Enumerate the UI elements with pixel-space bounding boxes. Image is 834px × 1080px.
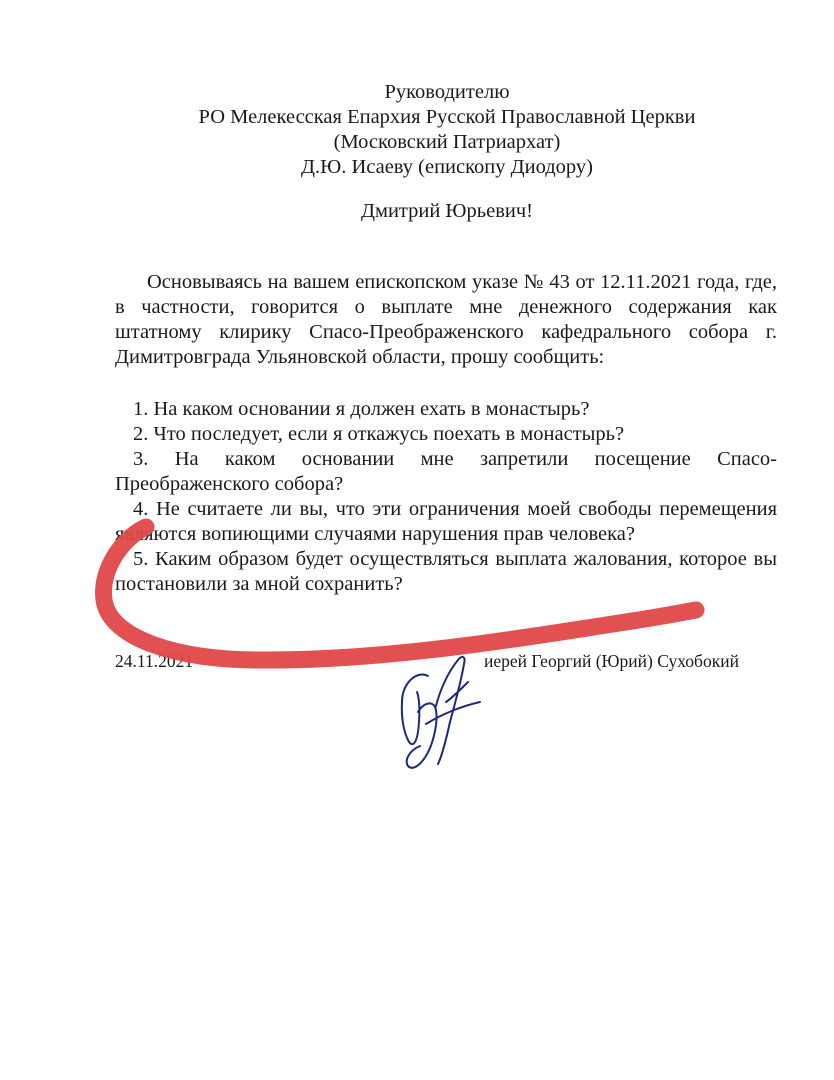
- questions-list: [115, 397, 777, 597]
- recipient-line-1: Руководителю: [384, 81, 510, 103]
- question-4: 4. Не считаете ли вы, что эти ограничения моей свободы перемещения являются вопиющими случаями нарушения прав человека?: [115, 498, 777, 545]
- recipient-block: [0, 80, 834, 180]
- question-3: 3. На каком основании мне запретили посещение Спасо-Преображенского собора?: [115, 448, 777, 495]
- question-2: 2. Что последует, если я откажусь поехать в монастырь?: [133, 423, 625, 445]
- salutation: Дмитрий Юрьевич!: [360, 200, 533, 222]
- recipient-line-3: (Московский Патриархат): [333, 131, 561, 153]
- question-1: 1. На каком основании я должен ехать в монастырь?: [133, 398, 590, 420]
- recipient-line-4: Д.Ю. Исаеву (епископу Диодору): [301, 156, 593, 178]
- date: 24.11.2021: [115, 651, 194, 671]
- question-5: 5. Каким образом будет осуществляться выплата жалования, которое вы постановили за мной сохранить?: [115, 548, 777, 595]
- body-paragraph: Основываясь на вашем епископском указе № 43 от 12.11.2021 года, где, в частности, говорится о выплате мне денежного содержания как штатному клирику Спасо-Преображенского кафедрального собора г. Димитровграда Ульяновской области, прошу сообщить:: [115, 271, 777, 368]
- recipient-line-2: РО Мелекесская Епархия Русской Православной Церкви: [198, 106, 696, 128]
- signer-name: иерей Георгий (Юрий) Сухобокий: [484, 651, 739, 671]
- signature-drawing: [402, 657, 480, 768]
